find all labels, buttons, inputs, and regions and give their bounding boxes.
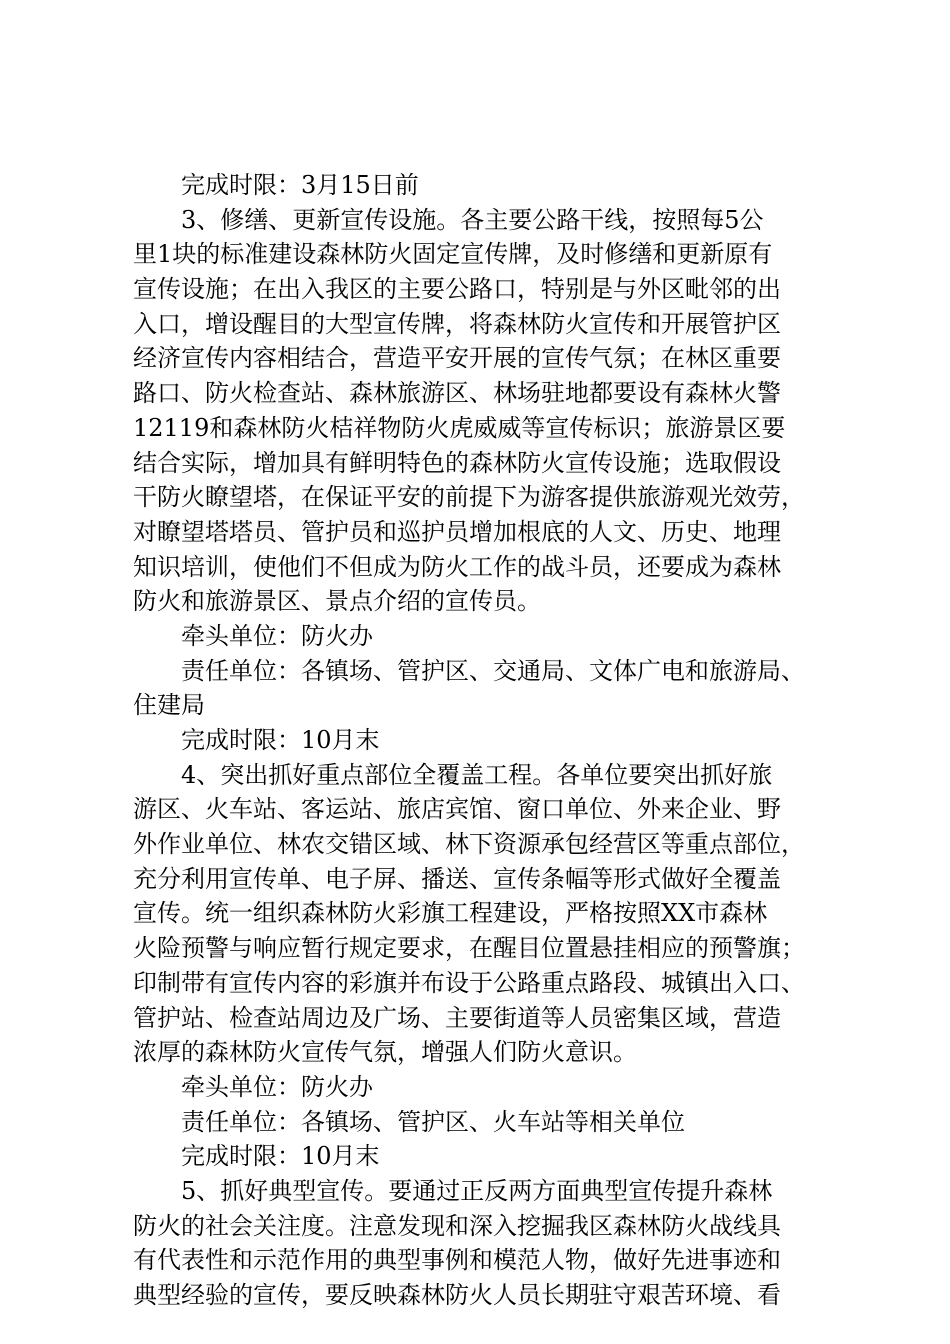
text-line: 充分利用宣传单、电子屏、播送、宣传条幅等形式做好全覆盖 [133, 864, 781, 893]
text-line: 完成时限：10月末 [181, 726, 380, 754]
text-line: 牵头单位：防火办 [181, 1072, 373, 1101]
text-line: 12119和森林防火桔祥物防火虎威威等宣传标识；旅游景区要 [133, 413, 786, 442]
text-line: 浓厚的森林防火宣传气氛，增强人们防火意识。 [133, 1038, 637, 1067]
text-line: 3、修缮、更新宣传设施。各主要公路干线，按照每5公 [181, 205, 764, 234]
text-line: 牵头单位：防火办 [181, 621, 373, 650]
text-line: 完成时限：3月15日前 [181, 171, 419, 199]
text-line: 火险预警与响应暂行规定要求，在醒目位置悬挂相应的预警旗； [133, 934, 805, 963]
text-line: 住建局 [133, 691, 205, 720]
text-line: 5、抓好典型宣传。要通过正反两方面典型宣传提升森林 [181, 1176, 773, 1205]
text-line: 典型经验的宣传，要反映森林防火人员长期驻守艰苦环境、看 [133, 1281, 781, 1309]
text-line: 宣传设施；在出入我区的主要公路口，特别是与外区毗邻的出 [133, 275, 781, 304]
text-line: 宣传。统一组织森林防火彩旗工程建设，严格按照XX市森林 [133, 899, 768, 928]
text-line: 外作业单位、林农交错区域、林下资源承包经营区等重点部位， [133, 830, 805, 859]
document-page [133, 168, 833, 1313]
text-line: 责任单位：各镇场、管护区、交通局、文体广电和旅游局、 [181, 656, 805, 685]
text-line: 对瞭望塔塔员、管护员和巡护员增加根底的人文、历史、地理 [133, 517, 781, 546]
text-line: 完成时限：10月末 [181, 1142, 380, 1171]
text-line: 印制带有宣传内容的彩旗并布设于公路重点路段、城镇出入口、 [133, 968, 805, 997]
text-line: 知识培训，使他们不但成为防火工作的战斗员，还要成为森林 [133, 552, 781, 581]
text-line: 经济宣传内容相结合，营造平安开展的宣传气氛；在林区重要 [133, 344, 781, 373]
text-line: 防火的社会关注度。注意发现和深入挖掘我区森林防火战线具 [133, 1211, 781, 1240]
text-line: 管护站、检查站周边及广场、主要街道等人员密集区域，营造 [133, 1003, 781, 1032]
text-line: 防火和旅游景区、景点介绍的宣传员。 [133, 587, 541, 616]
text-line: 里1块的标准建设森林防火固定宣传牌，及时修缮和更新原有 [133, 240, 773, 269]
text-line: 有代表性和示范作用的典型事例和模范人物，做好先进事迹和 [133, 1246, 781, 1275]
text-line: 入口，增设醒目的大型宣传牌，将森林防火宣传和开展管护区 [133, 309, 781, 338]
text-line: 责任单位：各镇场、管护区、火车站等相关单位 [181, 1107, 685, 1136]
text-line: 4、突出抓好重点部位全覆盖工程。各单位要突出抓好旅 [181, 760, 773, 789]
text-line: 游区、火车站、客运站、旅店宾馆、窗口单位、外来企业、野 [133, 795, 781, 824]
text-line: 结合实际，增加具有鲜明特色的森林防火宣传设施；选取假设 [133, 448, 781, 477]
text-line: 路口、防火检查站、森林旅游区、林场驻地都要设有森林火警 [133, 379, 781, 408]
text-line: 干防火瞭望塔，在保证平安的前提下为游客提供旅游观光效劳， [133, 483, 805, 512]
